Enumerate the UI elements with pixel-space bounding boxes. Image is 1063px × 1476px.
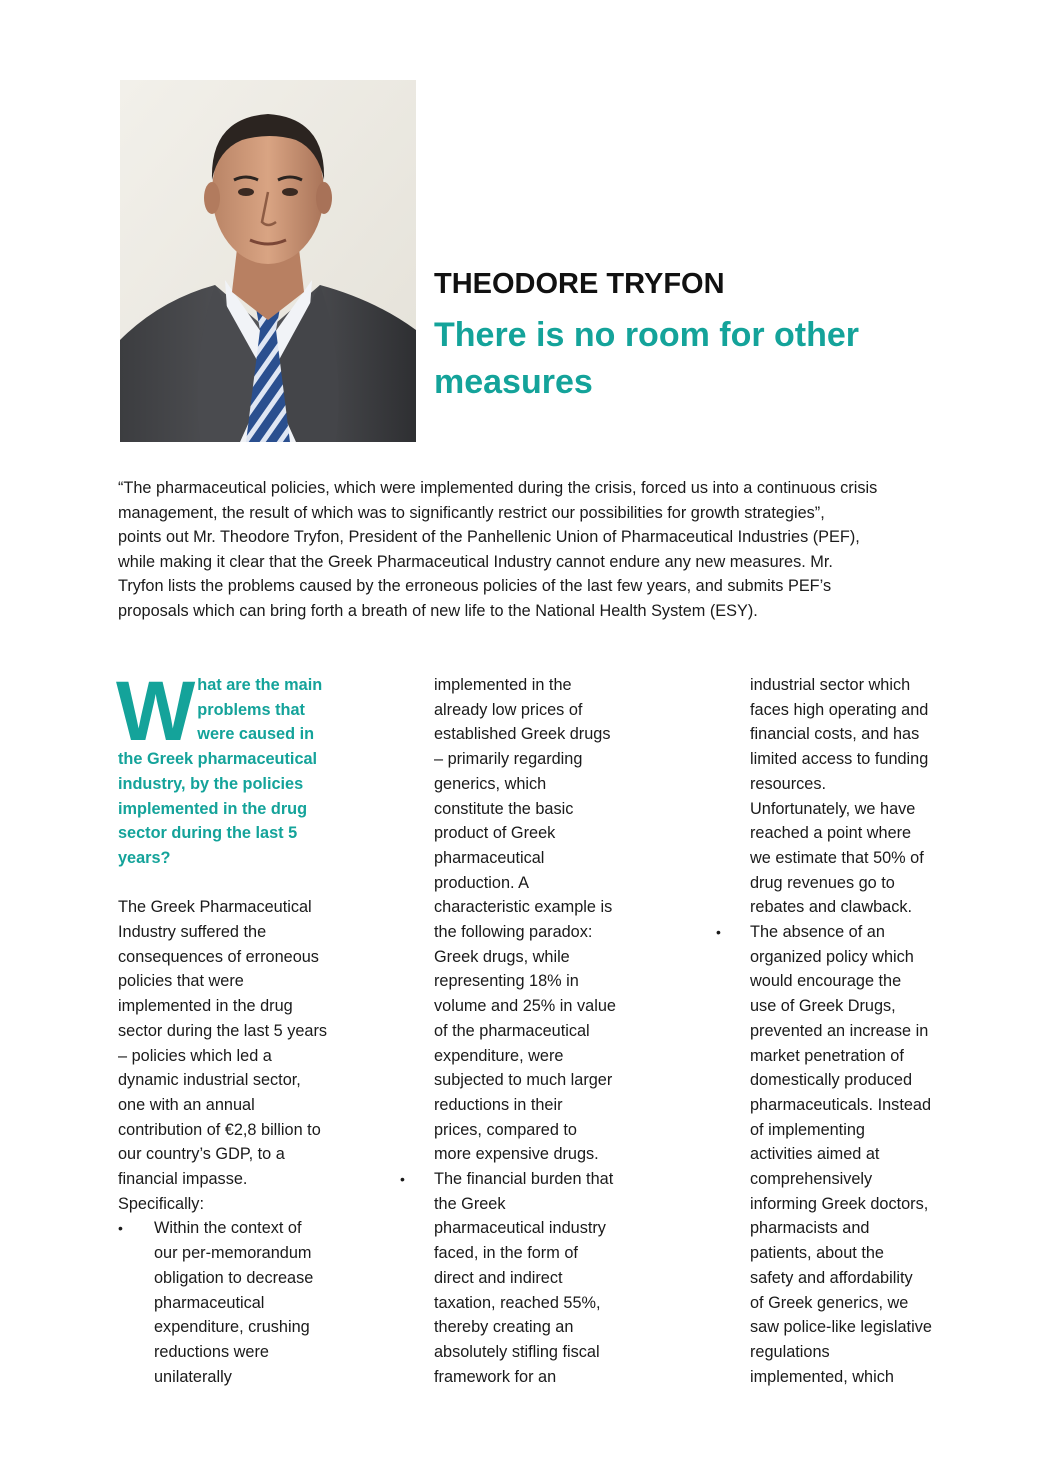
bullet-line: patients, about the xyxy=(750,1244,884,1263)
bullet-line-first xyxy=(716,920,1000,945)
bullet-line: expenditure, crushing xyxy=(154,1318,310,1337)
bullet-line: pharmaceutical industry xyxy=(434,1219,606,1238)
bullet-line: thereby creating an xyxy=(434,1318,574,1337)
bullet-line: our per-memorandum xyxy=(154,1244,312,1263)
column-1 xyxy=(116,664,368,1389)
bullet-line: representing 18% in xyxy=(434,972,579,991)
drop-cap: W xyxy=(116,664,196,758)
bullet-line: more expensive drugs. xyxy=(434,1145,599,1164)
portrait-photo xyxy=(120,80,416,442)
bullet-line: direct and indirect xyxy=(434,1268,563,1287)
answer-line: one with an annual xyxy=(118,1095,255,1114)
bullet-line: pharmaceuticals. Instead xyxy=(750,1095,932,1114)
question-line: hat are the main xyxy=(197,676,323,694)
answer-paragraph xyxy=(118,895,368,1216)
bullet-text: The financial burden that xyxy=(434,1170,614,1189)
bullet-line: obligation to decrease xyxy=(154,1268,314,1287)
intro-line: “The pharmaceutical policies, which were implemented during the crisis, forced us into a continuous crisis xyxy=(118,479,878,497)
bullet-line: framework for an xyxy=(434,1367,557,1386)
intro-line: management, the result of which was to significantly restrict our possibilities for growth strategies”, xyxy=(118,503,825,522)
answer-line: Specifically: xyxy=(118,1194,204,1213)
question-line: industry, by the policies xyxy=(118,774,304,793)
column-2 xyxy=(400,673,684,1389)
answer-line: dynamic industrial sector, xyxy=(118,1071,301,1090)
bullet-line: reductions in their xyxy=(434,1095,563,1114)
intro-line: while making it clear that the Greek Pharmaceutical Industry cannot endure any new measures. Mr. xyxy=(118,552,833,571)
bullet-line: drug revenues go to xyxy=(750,873,895,892)
bullet-line: financial costs, and has xyxy=(750,725,920,744)
bullet-line: would encourage the xyxy=(750,972,902,991)
bullet-text: The absence of an xyxy=(750,923,885,942)
question-line: implemented in the drug xyxy=(118,799,308,818)
bullet-line: activities aimed at xyxy=(750,1145,880,1164)
bullet-line: regulations xyxy=(750,1342,830,1361)
bullet-line: characteristic example is xyxy=(434,898,613,917)
answer-line: consequences of erroneous xyxy=(118,947,319,966)
bullet-line: of Greek generics, we xyxy=(750,1293,909,1312)
bullet-glyph: • xyxy=(716,924,721,941)
bullet-line: informing Greek doctors, xyxy=(750,1194,929,1213)
bullet-line: production. A xyxy=(434,873,530,892)
bullet-line: domestically produced xyxy=(750,1071,912,1090)
bullet-line: comprehensively xyxy=(750,1170,873,1189)
bullet-line: prices, compared to xyxy=(434,1120,577,1139)
bullet-line: we estimate that 50% of xyxy=(750,848,924,867)
bullet-line: limited access to funding xyxy=(750,750,929,769)
bullet-line: generics, which xyxy=(434,774,547,793)
bullet-item xyxy=(716,920,1000,1389)
answer-line: Industry suffered the xyxy=(118,923,267,942)
bullet-line: market penetration of xyxy=(750,1046,904,1065)
bullet-line-first xyxy=(118,1216,368,1241)
bullet-line: pharmacists and xyxy=(750,1219,870,1238)
question-line: were caused in xyxy=(197,725,315,744)
headline-line: There is no room for other xyxy=(434,316,860,354)
headline-line: measures xyxy=(434,363,593,401)
column-3 xyxy=(716,673,1000,1389)
answer-line: contribution of €2,8 billion to xyxy=(118,1120,321,1139)
bullet-glyph: • xyxy=(118,1220,123,1237)
answer-line: implemented in the drug xyxy=(118,997,293,1016)
bullet-line: already low prices of xyxy=(434,700,583,719)
intro-paragraph xyxy=(118,476,1003,624)
bullet-line-first xyxy=(400,1167,684,1192)
bullet-line: reductions were xyxy=(154,1342,269,1361)
bullet-glyph: • xyxy=(400,1171,405,1188)
answer-line: our country’s GDP, to a xyxy=(118,1145,285,1164)
bullet-line: taxation, reached 55%, xyxy=(434,1293,601,1312)
answer-line: policies that were xyxy=(118,972,244,991)
bullet-line: saw police-like legislative xyxy=(750,1318,932,1337)
bullet-line: expenditure, were xyxy=(434,1046,564,1065)
bullet-line: use of Greek Drugs, xyxy=(750,997,896,1016)
bullet-line: of implementing xyxy=(750,1120,865,1139)
bullet-line: pharmaceutical xyxy=(154,1293,265,1312)
bullet-line: the Greek xyxy=(434,1194,506,1213)
bullet-line: the following paradox: xyxy=(434,923,593,942)
answer-line: sector during the last 5 years xyxy=(118,1021,328,1040)
bullet-line: product of Greek xyxy=(434,824,556,843)
bullet-line: unilaterally xyxy=(154,1367,232,1386)
bullet-item xyxy=(118,1216,368,1389)
question-line: years? xyxy=(118,848,171,867)
intro-line: proposals which can bring forth a breath of new life to the National Health System (ESY). xyxy=(118,601,758,620)
bullet-line: implemented, which xyxy=(750,1367,894,1386)
bullet-line: safety and affordability xyxy=(750,1268,913,1287)
answer-line: – policies which led a xyxy=(118,1046,272,1065)
answer-line: financial impasse. xyxy=(118,1170,248,1189)
bullet-line: Greek drugs, while xyxy=(434,947,570,966)
bullet-line: organized policy which xyxy=(750,947,914,966)
bullet-line: – primarily regarding xyxy=(434,750,583,769)
bullet-line: reached a point where xyxy=(750,824,912,843)
question-line: sector during the last 5 xyxy=(118,824,298,843)
bullet-continuation xyxy=(750,673,1000,920)
bullet-continuation xyxy=(434,673,684,1167)
bullet-line: faces high operating and xyxy=(750,700,929,719)
interview-question xyxy=(116,664,368,871)
bullet-line: industrial sector which xyxy=(750,676,911,694)
bullet-text: Within the context of xyxy=(154,1219,302,1238)
article-headline xyxy=(434,312,954,406)
person-name: THEODORE TRYFON xyxy=(434,268,725,300)
question-line: the Greek pharmaceutical xyxy=(118,750,318,769)
bullet-line: of the pharmaceutical xyxy=(434,1021,590,1040)
intro-line: points out Mr. Theodore Tryfon, President of the Panhellenic Union of Pharmaceutical Industries (PEF), xyxy=(118,528,860,547)
bullet-item xyxy=(400,1167,684,1389)
bullet-line: constitute the basic xyxy=(434,799,574,818)
bullet-line: prevented an increase in xyxy=(750,1021,929,1040)
intro-line: Tryfon lists the problems caused by the erroneous policies of the last few years, and submits PEF’s xyxy=(118,577,832,596)
question-line: problems that xyxy=(197,700,305,719)
bullet-line: established Greek drugs xyxy=(434,725,611,744)
bullet-line: rebates and clawback. xyxy=(750,898,913,917)
bullet-line: resources. xyxy=(750,774,827,793)
bullet-line: subjected to much larger xyxy=(434,1071,613,1090)
bullet-line: Unfortunately, we have xyxy=(750,799,916,818)
bullet-line: absolutely stifling fiscal xyxy=(434,1342,600,1361)
bullet-line: volume and 25% in value xyxy=(434,997,616,1016)
answer-line: The Greek Pharmaceutical xyxy=(118,898,312,917)
bullet-line: implemented in the xyxy=(434,676,572,694)
bullet-line: pharmaceutical xyxy=(434,848,545,867)
bullet-line: faced, in the form of xyxy=(434,1244,578,1263)
